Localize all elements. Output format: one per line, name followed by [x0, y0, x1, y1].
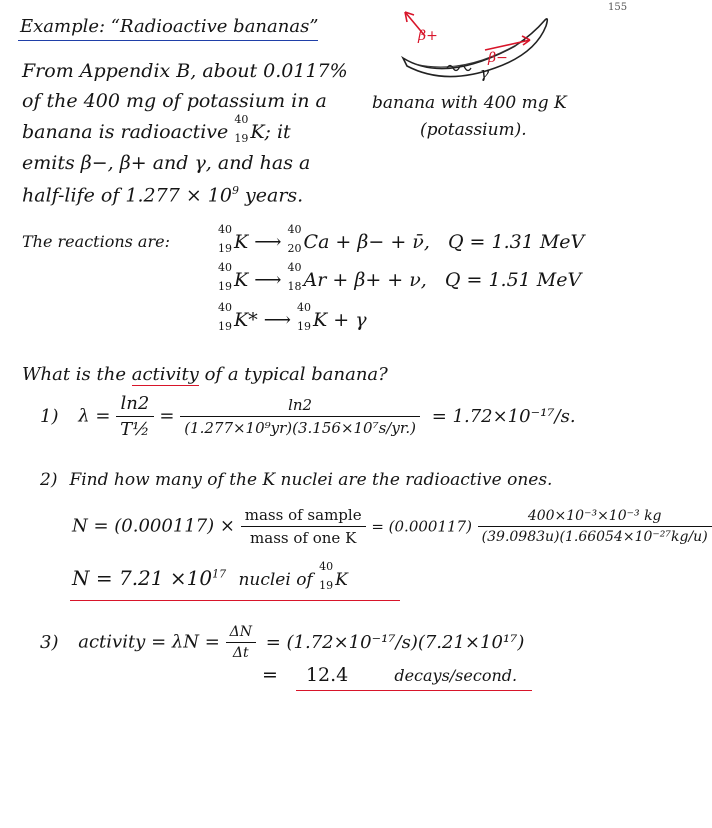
half-life-exponent: 9: [231, 184, 239, 197]
dn-over-dt: $\frac{\Delta N}{\Delta t}$: [226, 624, 256, 661]
n-result: $N = 7.21 \times 10^{17}$ nuclei of 40 19 K: [72, 560, 348, 592]
mass-ratio: $\frac{\text{mass of sample}}{\text{mass of one K}}$: [241, 506, 366, 547]
activity-result-underline: [296, 690, 532, 691]
reactions-label: The reactions are:: [22, 232, 170, 251]
intro-line-3-text: banana is radioactive: [22, 121, 229, 143]
step-3: 3) activity = λN = $\frac{\Delta N}{\Delta t}$ = (1.72×10⁻¹⁷/s)(7.21×10¹⁷): [40, 624, 525, 661]
beta-minus-label: β−: [488, 50, 508, 66]
mass-ratio-values: $\frac{\text{400×10⁻³×10⁻³ kg}}{\text{(39.0983u)(1.66054×10⁻²⁷kg/u)}}$: [478, 508, 712, 545]
activity-value: 12.4: [305, 664, 349, 686]
lambda-result: = 1.72×10⁻¹⁷/s.: [431, 405, 576, 427]
q-value-1: Q = 1.31 MeV: [447, 231, 585, 253]
step-2-equation: N = (0.000117) × $\frac{\text{mass of sample}}{\text{mass of one K}}$ = (0.000117) $\frac{\text{400×10⁻³×10⁻³ kg}}{\text{(39.0983u)(1.66054×10⁻²⁷kg/u)}}$: [72, 506, 712, 547]
k40-isotope: 40 19: [234, 113, 249, 145]
activity-word: activity: [131, 364, 199, 385]
ln2-over-half-life: $\frac{\ln 2}{\text{T½}}$: [116, 393, 153, 440]
activity-result: = 12.4 decays/second.: [262, 664, 518, 686]
activity-unit: decays/second.: [394, 666, 518, 685]
reaction-arrow: ⟶: [263, 309, 298, 331]
reaction-arrow: ⟶: [254, 269, 288, 291]
reaction-2: 40 19 K ⟶ 40 18 Ar + β+ + ν, Q = 1.51 MeV: [218, 261, 582, 293]
reaction-3: 40 19 K* ⟶ 40 19 K + γ: [218, 301, 367, 333]
intro-line-4: emits β−, β+ and γ, and has a: [22, 152, 311, 174]
step-2-text: 2) Find how many of the K nuclei are the radioactive ones.: [40, 470, 553, 490]
intro-line-3-tail: K; it: [250, 121, 291, 143]
gamma-label: γ: [480, 64, 489, 82]
intro-line-5: half-life of $1.277 \times 10^9$ years.: [22, 184, 304, 207]
activity-product: = (1.72×10⁻¹⁷/s)(7.21×10¹⁷): [265, 631, 525, 653]
title-underline: [18, 40, 318, 41]
banana-caption-2: (potassium).: [420, 120, 527, 140]
n-result-underline: [70, 600, 400, 601]
intro-line-3: [22, 113, 291, 145]
reaction-arrow: ⟶: [254, 231, 288, 253]
ln2-over-seconds: $\frac{\ln 2}{\text{(1.277×10⁹yr)(3.156×10⁷s/yr.)}}$: [180, 396, 420, 437]
intro-line-1: From Appendix B, about 0.0117%: [22, 60, 348, 82]
step-1: 1) λ = $\frac{\ln 2}{\text{T½}}$ = $\frac{\ln 2}{\text{(1.277×10⁹yr)(3.156×10⁷s/yr.)}}$ = 1.72×10⁻¹⁷/s.: [40, 393, 576, 440]
page-number: 155: [608, 2, 628, 13]
beta-plus-label: β+: [418, 28, 438, 44]
q-value-2: Q = 1.51 MeV: [444, 269, 582, 291]
question: What is the activity of a typical banana?: [22, 364, 388, 385]
reaction-1: 40 19 K ⟶ 40 20 Ca + β− + ν̄, Q = 1.31 MeV: [218, 223, 585, 255]
intro-line-2: of the 400 mg of potassium in a: [22, 90, 327, 112]
page-title: Example: “Radioactive bananas”: [20, 16, 319, 37]
banana-caption-1: banana with 400 mg K: [372, 93, 567, 113]
step-1-label: 1): [40, 405, 59, 427]
